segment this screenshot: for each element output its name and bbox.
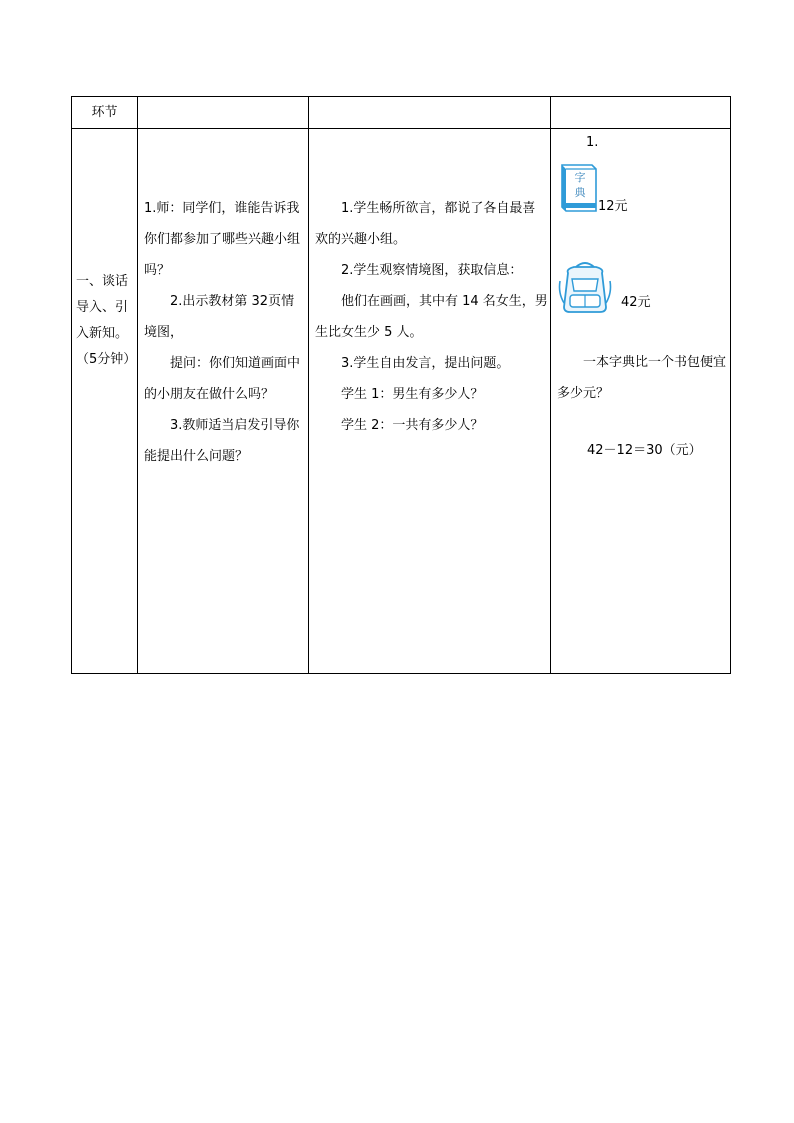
student-activity-cell [309,129,551,674]
header-material [551,97,731,129]
segment-line: 一、谈话 [76,274,129,289]
dictionary-title: 典 [574,186,586,199]
header-student [309,97,551,129]
dictionary-icon [558,163,598,213]
segment-line: 入新知。 [76,326,129,341]
student-line: 2.学生观察情境图，获取信息： [341,263,523,278]
backpack-price: 42元 [621,295,651,310]
header-row [72,97,731,129]
dictionary-title: 字 [574,171,586,184]
dictionary-price: 12元 [598,199,628,214]
teacher-line: 提问：你们知道画面中的小朋友在做什么吗？ [144,356,301,402]
header-segment: 环节 [72,97,138,129]
student-line: 1.学生畅所欲言，都说了各自最喜欢的兴趣小组。 [315,201,536,247]
teacher-line: 1.师：同学们，谁能告诉我你们都参加了哪些兴趣小组吗？ [144,201,301,278]
material-cell [551,129,731,674]
teacher-line: 2.出示教材第 32页情境图， [144,294,295,340]
segment-cell [72,129,138,674]
content-row [72,129,731,674]
student-line: 学生 1：男生有多少人？ [341,387,484,402]
header-teacher [138,97,309,129]
student-line: 学生 2：一共有多少人？ [341,418,484,433]
teacher-activity-cell [138,129,309,674]
backpack-icon [556,257,614,315]
student-line: 3.学生自由发言，提出问题。 [341,356,510,371]
item-number: 1. [586,135,599,150]
segment-line: （5分钟） [76,352,137,367]
formula-text: 42－12＝30（元） [587,443,702,458]
question-text: 一本字典比一个书包便宜多少元？ [557,355,727,401]
segment-line: 导入、引 [76,300,129,315]
lesson-plan-table [71,96,731,674]
teacher-line: 3.教师适当启发引导你能提出什么问题？ [144,418,300,464]
student-line: 他们在画画，其中有 14 名女生，男生比女生少 5 人。 [315,294,548,340]
